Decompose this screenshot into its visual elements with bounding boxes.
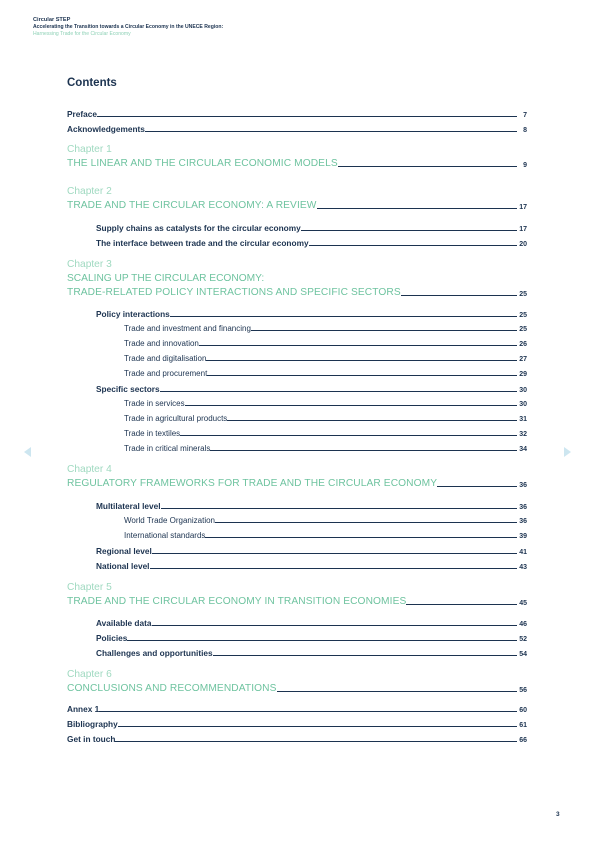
toc-entry-trade-textiles[interactable]: Trade in textiles 32 (124, 429, 527, 438)
report-subtitle: Harnessing Trade for the Circular Economy (33, 31, 131, 37)
toc-entry-chapter-6[interactable]: CONCLUSIONS AND RECOMMENDATIONS 56 (67, 683, 527, 694)
toc-entry-chapter-4[interactable]: REGULATORY FRAMEWORKS FOR TRADE AND THE CIRCULAR ECONOMY 36 (67, 478, 527, 489)
toc-entry-preface[interactable]: Preface 7 (67, 109, 527, 119)
chapter-3-title-line1: SCALING UP THE CIRCULAR ECONOMY: (67, 273, 265, 284)
toc-entry-international-standards[interactable]: International standards 39 (124, 531, 527, 540)
series-title: Circular STEP (33, 17, 71, 23)
toc-entry-trade-agricultural[interactable]: Trade in agricultural products 31 (124, 414, 527, 423)
chapter-6-label: Chapter 6 (67, 669, 112, 680)
page-number: 3 (556, 811, 560, 818)
toc-entry-annex-1[interactable]: Annex 1 60 (67, 704, 527, 714)
toc-entry-trade-digitalisation[interactable]: Trade and digitalisation 27 (124, 354, 527, 363)
toc-entry-acknowledgements[interactable]: Acknowledgements 8 (67, 124, 527, 134)
toc-entry-chapter-1[interactable]: THE LINEAR AND THE CIRCULAR ECONOMIC MODELS 9 (67, 158, 527, 169)
toc-entry-policies[interactable]: Policies 52 (96, 633, 527, 643)
toc-entry-bibliography[interactable]: Bibliography 61 (67, 719, 527, 729)
toc-entry-wto[interactable]: World Trade Organization 36 (124, 516, 527, 525)
toc-entry-trade-innovation[interactable]: Trade and innovation 26 (124, 339, 527, 348)
toc-entry-national-level[interactable]: National level 43 (96, 561, 527, 571)
toc-entry-get-in-touch[interactable]: Get in touch 66 (67, 734, 527, 744)
next-page-arrow-icon[interactable] (564, 447, 571, 457)
chapter-5-label: Chapter 5 (67, 582, 112, 593)
toc-entry-policy-interactions[interactable]: Policy interactions 25 (96, 309, 527, 319)
report-title: Accelerating the Transition towards a Circular Economy in the UNECE Region: (33, 24, 224, 30)
toc-entry-challenges-opportunities[interactable]: Challenges and opportunities 54 (96, 648, 527, 658)
toc-entry-trade-services[interactable]: Trade in services 30 (124, 399, 527, 408)
toc-entry-supply-chains[interactable]: Supply chains as catalysts for the circular economy 17 (96, 223, 527, 233)
chapter-1-label: Chapter 1 (67, 144, 112, 155)
page-title: Contents (67, 77, 117, 89)
toc-entry-trade-procurement[interactable]: Trade and procurement 29 (124, 369, 527, 378)
toc-entry-available-data[interactable]: Available data 46 (96, 618, 527, 628)
toc-entry-chapter-5[interactable]: TRADE AND THE CIRCULAR ECONOMY IN TRANSITION ECONOMIES 45 (67, 596, 527, 607)
toc-entry-trade-critical-minerals[interactable]: Trade in critical minerals 34 (124, 444, 527, 453)
chapter-4-label: Chapter 4 (67, 464, 112, 475)
prev-page-arrow-icon[interactable] (24, 447, 31, 457)
chapter-3-label: Chapter 3 (67, 259, 112, 270)
toc-entry-trade-investment[interactable]: Trade and investment and financing 25 (124, 324, 527, 333)
toc-entry-multilateral-level[interactable]: Multilateral level 36 (96, 501, 527, 511)
chapter-2-label: Chapter 2 (67, 186, 112, 197)
toc-entry-chapter-3[interactable]: TRADE-RELATED POLICY INTERACTIONS AND SPECIFIC SECTORS 25 (67, 287, 527, 298)
toc-entry-chapter-2[interactable]: TRADE AND THE CIRCULAR ECONOMY: A REVIEW 17 (67, 200, 527, 211)
toc-entry-trade-interface[interactable]: The interface between trade and the circular economy 20 (96, 238, 527, 248)
toc-entry-regional-level[interactable]: Regional level 41 (96, 546, 527, 556)
toc-entry-specific-sectors[interactable]: Specific sectors 30 (96, 384, 527, 394)
